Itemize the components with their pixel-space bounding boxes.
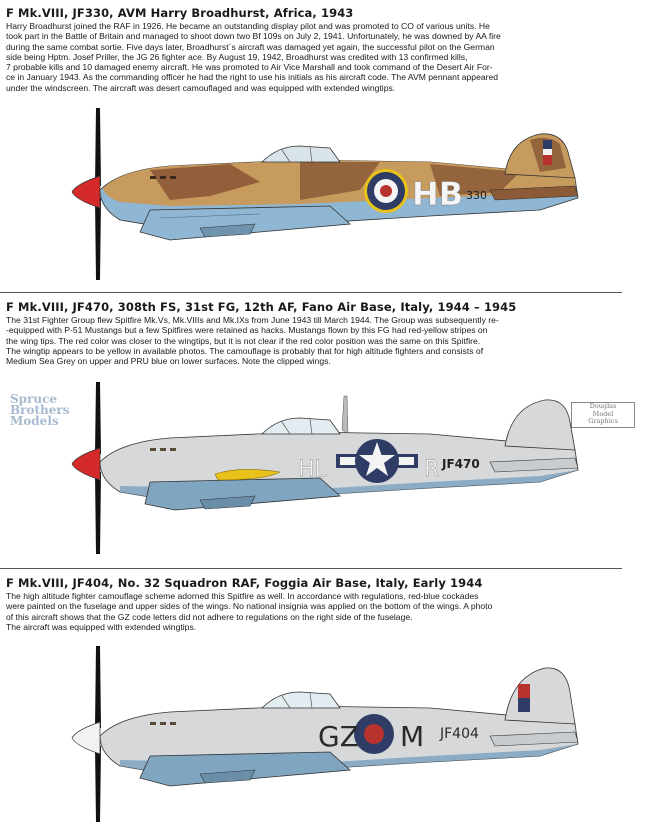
credit-line: Graphics	[588, 417, 618, 425]
aircraft-code-left: HL	[298, 457, 327, 482]
desc-line: during the same combat sortie. Five days later, Broadhurst´s aircraft was damaged yet again, the successful pilot on the German	[6, 41, 495, 52]
profile-2-title: F Mk.VIII, JF470, 308th FS, 31st FG, 12th AF, Fano Air Base, Italy, 1944 – 1945	[6, 300, 517, 314]
spitfire-jf470-profile	[0, 378, 645, 568]
spitfire-jf330-profile	[0, 100, 645, 290]
desc-line: took part in the Battle of Britain and managed to shoot down two Bf 109s on July 2, 1941. Unfortunately, he was downed by AA fire	[6, 31, 501, 42]
desc-line: The 31st Fighter Group flew Spitfire Mk.Vs, Mk.VIIIs and Mk.IXs from June 1943 till March 1944. The Group was subsequently re-	[6, 315, 499, 325]
desc-line: were painted on the fuselage and upper sides of the wings. No national insignia was applied on the bottom of the wings. A photo	[6, 601, 493, 612]
aircraft-serial: JF404	[440, 726, 479, 742]
watermark-line: Spruce	[10, 392, 58, 406]
aircraft-code-left: GZ	[318, 720, 359, 753]
profile-3-title: F Mk.VIII, JF404, No. 32 Squadron RAF, Foggia Air Base, Italy, Early 1944	[6, 576, 483, 590]
desc-line: the wing tips. The red color was closer to the wingtips, but it is not clear if the red color position was the same on this Spitfire.	[6, 335, 481, 346]
aircraft-serial: 330	[466, 189, 487, 202]
watermark-line: Models	[10, 414, 59, 428]
section-divider	[0, 292, 622, 293]
desc-line: Medium Sea Grey on upper and PRU blue on lower surfaces. Note the clipped wings.	[6, 356, 331, 367]
spitfire-jf404-profile	[0, 636, 645, 826]
profile-1-description	[6, 21, 636, 93]
desc-line: of this aircraft shows that the GZ code letters did not adhere to regulations on the right side of the fuselage.	[6, 611, 413, 622]
desc-line: ce in January 1943. As the commanding officer he had the right to use his initials as his aircraft code. The AVM pennant appeared	[6, 72, 499, 83]
desc-line: under the windscreen. The aircraft was desert camouflaged and was equipped with extended wingtips.	[6, 82, 396, 93]
watermark-line: Brothers	[10, 403, 70, 417]
desc-line: side being Hptm. Josef Priller, the JG 26 fighter ace. By August 19, 1942, Broadhurst was credited with 13 confirmed kills,	[6, 51, 468, 62]
desc-line: The aircraft was equipped with extended wingtips.	[6, 621, 197, 632]
credit-line: Douglas	[589, 402, 617, 410]
aircraft-code-right: R	[424, 457, 440, 482]
desc-line: The high altitude fighter camouflage scheme adorned this Spitfire as well. In accordance with regulations, red-blue cockades	[6, 591, 479, 601]
section-divider	[0, 568, 622, 569]
aircraft-serial: JF470	[442, 457, 480, 471]
aircraft-code: HB	[412, 175, 464, 213]
desc-line: Harry Broadhurst joined the RAF in 1926. He became an outstanding display pilot and was promoted to CO of various units. He	[6, 21, 490, 31]
desc-line: 7 probable kills and 10 damaged enemy aircraft. He was promoted to Air Vice Marshall and took command of the Desert Air For-	[6, 62, 493, 73]
profile-1-title: F Mk.VIII, JF330, AVM Harry Broadhurst, Africa, 1943	[6, 6, 354, 20]
aircraft-code-right: M	[400, 720, 425, 753]
profile-3-description	[6, 591, 636, 632]
desc-line: -equipped with P-51 Mustangs but a few Spitfires were retained as hacks. Mustangs flown by this FG had red-yellow stripes on	[6, 325, 488, 336]
credit-line: Model	[592, 409, 614, 418]
desc-line: The wingtip appears to be yellow in available photos. The camouflage is probably that for high altitude fighters and consists of	[6, 345, 484, 356]
profile-2-description	[6, 315, 636, 366]
